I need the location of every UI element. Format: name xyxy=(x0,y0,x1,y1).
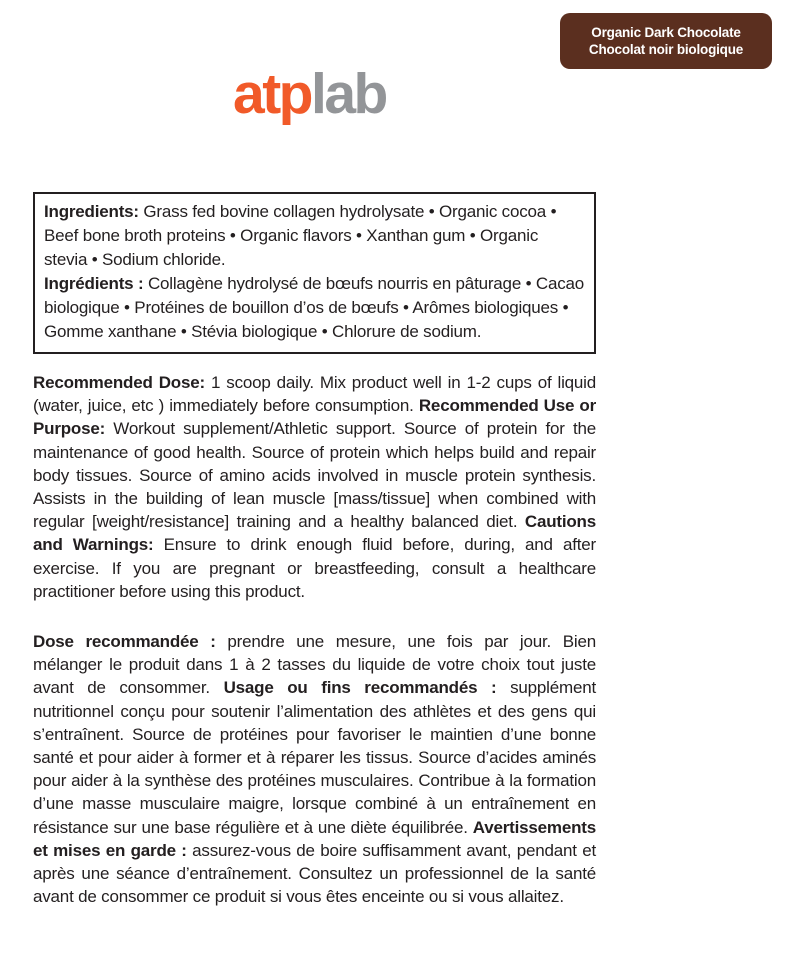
brand-logo-lab: lab xyxy=(311,62,386,126)
flavor-badge xyxy=(560,13,772,69)
ingredients-box xyxy=(33,192,596,354)
flavor-badge-line-fr: Chocolat noir biologique xyxy=(588,42,744,57)
ingredients-text-en: Ingredients: Grass fed bovine collagen hydrolysate • Organic cocoa • Beef bone broth proteins • Organic flavors • Xanthan gum • Organic stevia • Sodium chloride. xyxy=(44,202,557,269)
dose-section xyxy=(33,371,596,935)
flavor-badge-line-en: Organic Dark Chocolate xyxy=(591,25,741,40)
ingredients-text-fr: Ingrédients : Collagène hydrolysé de bœufs nourris en pâturage • Cacao biologique • Protéines de bouillon d’os de bœufs • Arômes biologiques • Gomme xanthane • Stévia biologique • Chlorure de sodium. xyxy=(44,274,585,341)
brand-logo xyxy=(233,62,386,126)
brand-logo-atp: atp xyxy=(233,62,311,126)
dose-paragraph-en: Recommended Dose: 1 scoop daily. Mix product well in 1-2 cups of liquid (water, juice, etc ) immediately before consumption. Recommended Use or Purpose: Workout supplement/Athletic support. Source of protein for the maintenance of good health. Source of protein which helps build and repair body tissues. Source of amino acids involved in muscle protein synthesis. Assists in the building of lean muscle [mass/tissue] when combined with regular [weight/resistance] training and a healthy balanced diet. Cautions and Warnings: Ensure to drink enough fluid before, during, and after exercise. If you are pregnant or breastfeeding, consult a healthcare practitioner before using this product. xyxy=(33,373,597,601)
dose-paragraph-fr: Dose recommandée : prendre une mesure, une fois par jour. Bien mélanger le produit dans 1 à 2 tasses du liquide de votre choix tout juste avant de consommer. Usage ou fins recommandés : supplément nutritionnel conçu pour soutenir l’alimentation des athlètes et des gens qui s’entraînent. Source de protéines pour favoriser le maintien d’une bonne santé et pour aider à former et à réparer les tissus. Source d’acides aminés pour aider à la synthèse des protéines musculaires. Contribue à la formation d’une masse musculaire maigre, lorsque combiné à un entraînement en résistance sur une base régulière et à une diète équilibrée. Avertissements et mises en garde : assurez-vous de boire suffisamment avant, pendant et après une séance d’entraînement. Consultez un professionnel de la santé avant de consommer ce produit si vous êtes enceinte ou si vous allaitez. xyxy=(33,632,596,907)
